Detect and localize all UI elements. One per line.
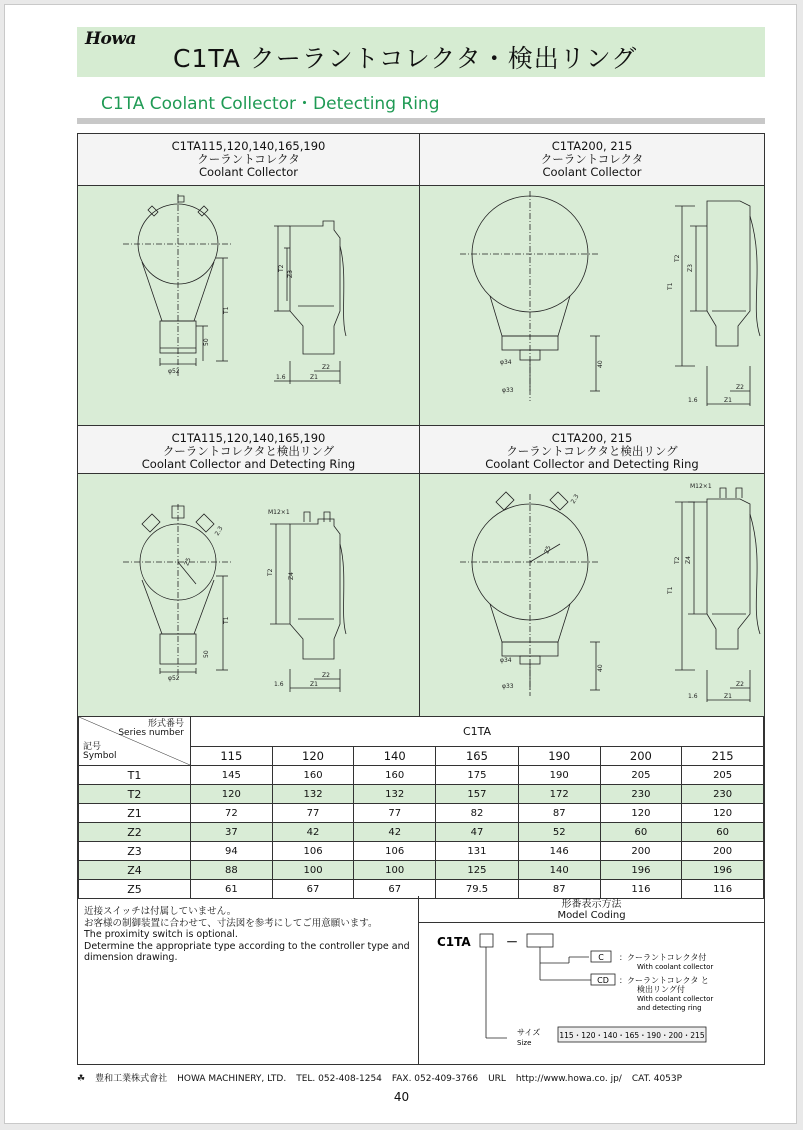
table-cell: 82: [436, 804, 519, 823]
dim-label: Z2: [322, 364, 330, 371]
dim-label: T1: [667, 586, 674, 594]
model-dash: －: [506, 935, 519, 949]
company-logo-icon: ☘: [77, 1074, 86, 1084]
page-title: C1TA クーラントコレクタ・検出リング: [173, 44, 638, 73]
table-row: [79, 766, 764, 785]
page-subtitle: C1TA Coolant Collector・Detecting Ring: [101, 94, 440, 114]
dim-label: 1.6: [688, 693, 698, 700]
model-prefix: C1TA: [437, 935, 471, 949]
table-cell: 106: [272, 842, 354, 861]
panel-model: C1TA200, 215: [551, 139, 633, 153]
dim-label: Z2: [322, 672, 330, 679]
series-label-en: Series number: [118, 728, 184, 738]
table-row: [79, 823, 764, 842]
catalog-number: CAT. 4053P: [631, 1074, 683, 1084]
note-line: Determine the appropriate type according to the controller type and dimension drawing.: [84, 940, 410, 963]
row-symbol: Z4: [79, 861, 191, 880]
size-values: 115・120・140・165・190・200・215: [559, 1031, 705, 1040]
table-cell: 94: [191, 842, 273, 861]
option-cd-en-2: and detecting ring: [637, 1004, 702, 1012]
dim-label: Z1: [310, 681, 318, 688]
table-cell: 120: [600, 804, 682, 823]
fax: FAX. 052-409-3766: [391, 1074, 479, 1084]
dim-label: 1.6: [688, 397, 698, 404]
note-line: お客様の制御装置に合わせて、寸法図を参考にしてご用意願います。: [84, 917, 378, 929]
dim-label: 50: [203, 338, 210, 346]
company-name-en: HOWA MACHINERY, LTD.: [177, 1074, 287, 1084]
dim-label: T2: [674, 254, 681, 262]
panel-model: C1TA115,120,140,165,190: [171, 431, 326, 445]
table-cell: 67: [354, 880, 436, 899]
table-cell: 172: [518, 785, 600, 804]
dim-label: T2: [278, 264, 285, 272]
table-cell: 72: [191, 804, 273, 823]
dim-label: Z1: [724, 397, 732, 404]
row-symbol: Z1: [79, 804, 191, 823]
dim-label: 1.6: [276, 374, 286, 381]
dim-label: 1.6: [274, 681, 284, 688]
size-header: 200: [600, 746, 682, 765]
table-cell: 140: [518, 861, 600, 880]
symbol-label-jp: 記号: [83, 742, 102, 752]
table-cell: 87: [518, 880, 600, 899]
size-header: 190: [518, 746, 600, 765]
dim-label: φ34: [500, 657, 512, 664]
panel-model: C1TA200, 215: [551, 431, 633, 445]
table-cell: 160: [354, 766, 436, 785]
dim-label: M12×1: [690, 483, 712, 490]
table-cell: 205: [600, 766, 682, 785]
dimension-table: [78, 716, 764, 899]
model-header: C1TA: [191, 717, 764, 747]
row-symbol: Z3: [79, 842, 191, 861]
table-row: [79, 785, 764, 804]
row-symbol: Z5: [79, 880, 191, 899]
dim-label: Z3: [687, 264, 694, 272]
dim-label: T2: [267, 568, 274, 576]
table-cell: 106: [354, 842, 436, 861]
title-bar: [77, 27, 765, 77]
panel-jp: クーラントコレクタと検出リング: [506, 444, 678, 458]
table-cell: 120: [682, 804, 764, 823]
dim-label: Z2: [736, 384, 744, 391]
option-cd-jp-2: 検出リング付: [637, 985, 685, 994]
dim-label: 2.3: [569, 493, 581, 505]
model-coding-title-jp: 形番表示方法: [561, 899, 622, 910]
note-line: The proximity switch is optional.: [84, 929, 238, 940]
panel-header-2: [420, 134, 764, 186]
panel-en: Coolant Collector and Detecting Ring: [141, 457, 356, 471]
table-cell: 61: [191, 880, 273, 899]
model-coding-header: [418, 896, 764, 923]
footer: [77, 1071, 765, 1084]
table-cell: 125: [436, 861, 519, 880]
drawing-collector-ring-large: [420, 474, 764, 716]
table-cell: 196: [682, 861, 764, 880]
table-cell: 175: [436, 766, 519, 785]
symbol-label-en: Symbol: [83, 751, 117, 761]
table-cell: 42: [272, 823, 354, 842]
table-cell: 230: [600, 785, 682, 804]
model-coding-title-en: Model Coding: [557, 910, 626, 921]
panel-en: Coolant Collector: [199, 165, 298, 179]
dim-label: Z4: [685, 556, 692, 564]
table-cell: 60: [682, 823, 764, 842]
dim-label: 2.3: [213, 525, 225, 537]
option-c-code: C: [598, 953, 604, 962]
table-cell: 88: [191, 861, 273, 880]
table-cell: 200: [600, 842, 682, 861]
table-cell: 116: [600, 880, 682, 899]
page-number: 40: [393, 1090, 410, 1104]
table-cell: 205: [682, 766, 764, 785]
size-label-en: Size: [517, 1039, 532, 1047]
table-cell: 200: [682, 842, 764, 861]
table-cell: 132: [272, 785, 354, 804]
panel-en: Coolant Collector: [542, 165, 642, 179]
table-cell: 77: [272, 804, 354, 823]
dim-label: T1: [223, 616, 230, 624]
row-symbol: T2: [79, 785, 191, 804]
drawing-coolant-collector-large: [420, 186, 764, 426]
option-cd-code: CD: [597, 976, 609, 985]
panel-header-3: [78, 426, 420, 474]
dim-label: φ34: [500, 359, 512, 366]
table-cell: 52: [518, 823, 600, 842]
table-cell: 146: [518, 842, 600, 861]
dim-label: T2: [674, 556, 681, 564]
model-coding-diagram: [418, 923, 764, 1064]
table-cell: 145: [191, 766, 273, 785]
table-cell: 87: [518, 804, 600, 823]
table-cell: 157: [436, 785, 519, 804]
panel-header-1: [78, 134, 420, 186]
note-line: 近接スイッチは付属していません。: [84, 906, 237, 917]
table-row: [79, 861, 764, 880]
size-label-jp: サイズ: [517, 1028, 541, 1037]
size-header: 215: [682, 746, 764, 765]
table-cell: 77: [354, 804, 436, 823]
option-c-jp: ：クーラントコレクタ付: [619, 953, 707, 962]
catalog-page: [4, 4, 797, 1124]
company-name-jp: 豊和工業株式會社: [95, 1074, 168, 1084]
size-header: 120: [272, 746, 354, 765]
url-link[interactable]: http://www.howa.co. jp/: [515, 1074, 622, 1084]
drawing-collector-ring-small: [78, 474, 420, 716]
dim-label: Z2: [736, 681, 744, 688]
drawing-coolant-collector-small: [78, 186, 420, 426]
dim-label: φ33: [502, 683, 514, 690]
dim-label: Z1: [724, 693, 732, 700]
dim-label: T1: [223, 306, 230, 314]
table-cell: 160: [272, 766, 354, 785]
spec-frame: [77, 133, 765, 1065]
row-symbol: Z2: [79, 823, 191, 842]
table-cell: 196: [600, 861, 682, 880]
panel-header-4: [420, 426, 764, 474]
table-cell: 37: [191, 823, 273, 842]
divider-bar: [77, 118, 765, 124]
table-cell: 230: [682, 785, 764, 804]
series-label-jp: 形式番号: [147, 719, 184, 729]
panel-jp: クーラントコレクタ: [540, 152, 644, 166]
table-row: [79, 804, 764, 823]
dim-label: Z3: [287, 270, 294, 278]
table-cell: 132: [354, 785, 436, 804]
notes: [84, 906, 414, 964]
dim-label: Z5: [543, 544, 553, 555]
panel-model: C1TA115,120,140,165,190: [171, 139, 326, 153]
option-cd-jp: ：クーラントコレクタ と: [619, 976, 709, 985]
dim-label: 50: [203, 650, 210, 658]
dim-label: φ52: [168, 368, 180, 375]
dim-label: Z1: [310, 374, 318, 381]
table-cell: 131: [436, 842, 519, 861]
row-symbol: T1: [79, 766, 191, 785]
table-cell: 79.5: [436, 880, 519, 899]
dim-label: T1: [667, 282, 674, 290]
table-cell: 100: [272, 861, 354, 880]
dim-label: 40: [597, 360, 604, 368]
table-cell: 67: [272, 880, 354, 899]
option-c-en: With coolant collector: [637, 963, 714, 971]
panel-jp: クーラントコレクタと検出リング: [162, 444, 335, 458]
size-header: 115: [191, 746, 273, 765]
howa-logo: Howa: [85, 29, 137, 49]
table-cell: 120: [191, 785, 273, 804]
url-label: URL: [488, 1074, 506, 1084]
dim-label: φ33: [502, 387, 514, 394]
panel-en: Coolant Collector and Detecting Ring: [485, 457, 699, 471]
table-cell: 100: [354, 861, 436, 880]
dim-label: M12×1: [268, 509, 290, 516]
table-row: [79, 842, 764, 861]
dim-label: 40: [597, 664, 604, 672]
table-cell: 47: [436, 823, 519, 842]
panel-jp: クーラントコレクタ: [197, 152, 300, 166]
size-header: 140: [354, 746, 436, 765]
size-header: 165: [436, 746, 519, 765]
table-cell: 60: [600, 823, 682, 842]
dim-label: Z5: [183, 556, 193, 567]
tel: TEL. 052-408-1254: [296, 1074, 382, 1084]
table-cell: 42: [354, 823, 436, 842]
table-cell: 190: [518, 766, 600, 785]
option-cd-en: With coolant collector: [637, 995, 714, 1003]
table-cell: 116: [682, 880, 764, 899]
table-corner: [79, 717, 191, 766]
dim-label: Z4: [288, 572, 295, 580]
dim-label: φ52: [168, 675, 180, 682]
